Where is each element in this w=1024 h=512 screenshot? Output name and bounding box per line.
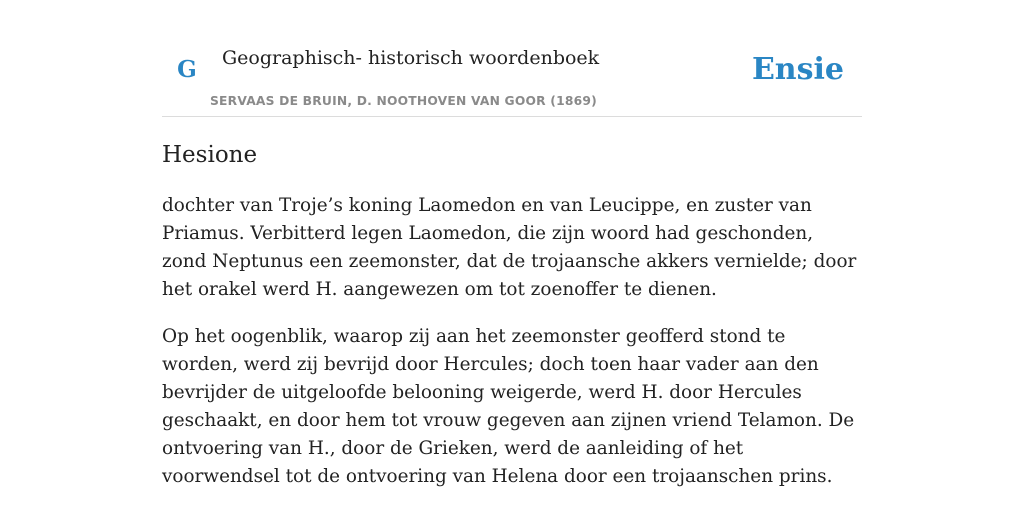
entry-paragraph-1: dochter van Troje’s koning Laomedon en van Leucippe, en zuster van Priamus. Verbitterd legen Laomedon, die zijn woord had geschonden, zond Neptunus een zeemonster, dat de trojaansche akkers vernielde; door het orakel werd H. aangewezen om tot zoenoffer te dienen. [162,195,857,300]
entry-paragraph-2: Op het oogenblik, waarop zij aan het zeemonster geofferd stond te worden, werd zij bevrijd door Hercules; doch toen haar vader aan den bevrijder de uitgeloofde belooning weigerde, werd H. door Hercules geschaakt, en door hem tot vrouw gegeven aan zijnen vriend Telamon. De ontvoering van H., door de Grieken, werd de aanleiding of het voorwendsel tot de ontvoering van Helena door een trojaanschen prins. [162,326,855,487]
page-header [162,0,862,117]
entry-body [162,192,862,491]
entry-title: Hesione [162,142,258,168]
ensie-logo[interactable]: Ensie [751,52,844,87]
book-title-link[interactable]: Geographisch- historisch woordenboek [222,47,600,69]
book-authors: SERVAAS DE BRUIN, D. NOOTHOVEN VAN GOOR (1869) [210,94,597,108]
book-letter-icon[interactable]: G [177,56,197,83]
entry-content [162,138,862,491]
